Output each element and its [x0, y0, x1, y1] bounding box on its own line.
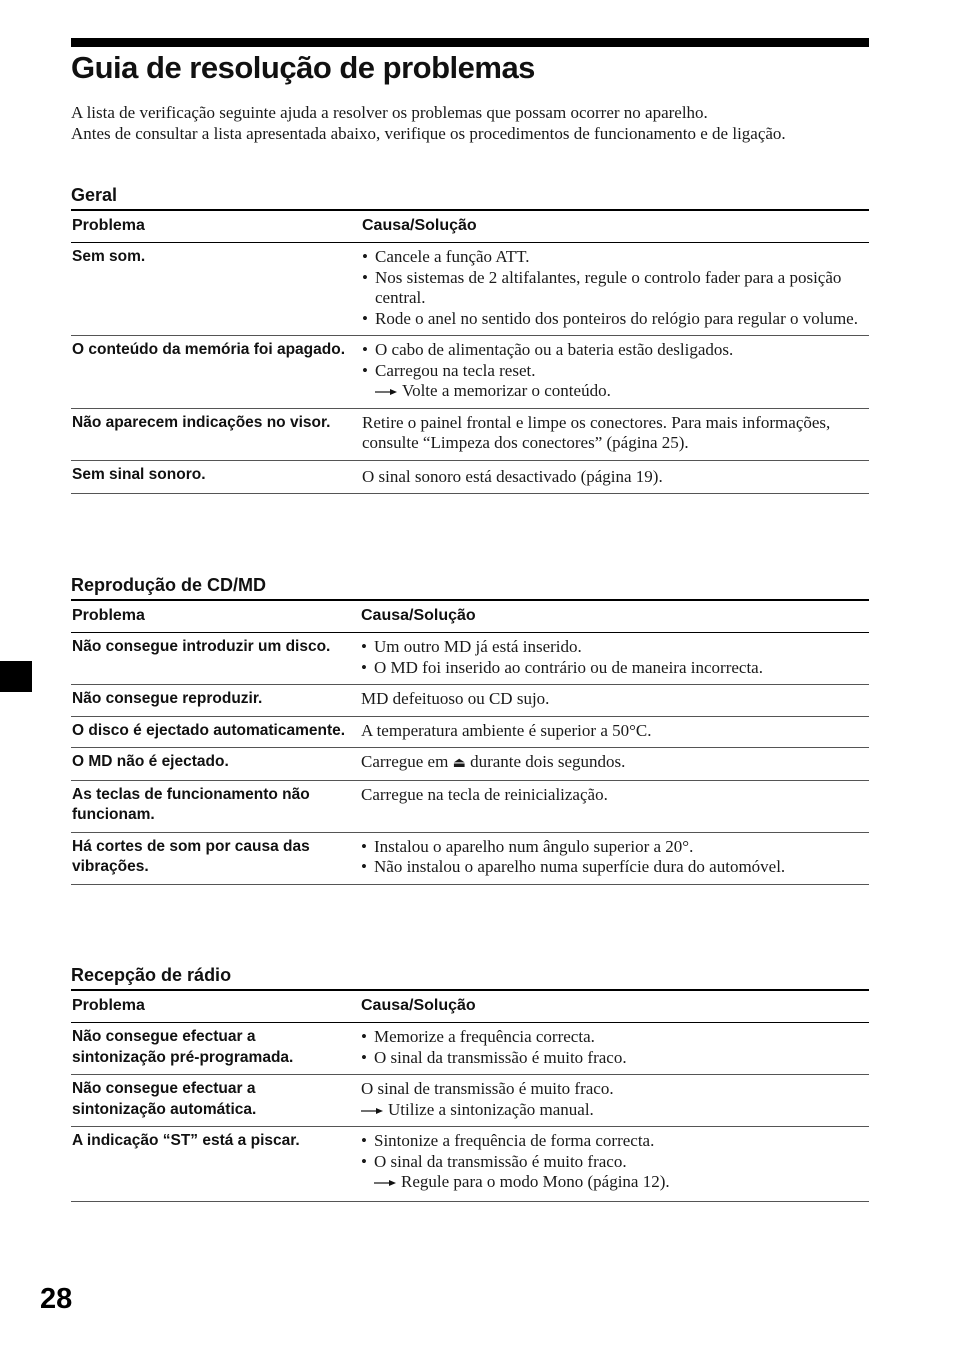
solution-cell: O sinal sonoro está desactivado (página 19). [361, 460, 869, 494]
eject-icon: ⏏ [452, 755, 466, 771]
solution-list [362, 247, 869, 329]
solution-item: • Memorize a frequência correcta. [361, 1027, 869, 1048]
problem-cell: Não aparecem indicações no visor. [71, 408, 361, 460]
solution-arrow-line [361, 1172, 869, 1193]
chapter-tab-marker [0, 661, 32, 692]
column-header-solution: Causa/Solução [360, 600, 869, 633]
table-row [71, 780, 869, 832]
table-row [71, 716, 869, 748]
solution-item: • Um outro MD já está inserido. [361, 637, 869, 658]
solution-list [361, 1027, 869, 1068]
section-title: Geral [71, 185, 118, 205]
problem-cell: O disco é ejectado automaticamente. [71, 716, 360, 748]
solution-item: • O MD foi inserido ao contrário ou de maneira incorrecta. [361, 658, 869, 679]
problem-cell: As teclas de funcionamento não funcionam. [71, 780, 360, 832]
solution-cell [360, 832, 869, 884]
problem-cell: A indicação “ST” está a piscar. [71, 1127, 360, 1202]
table-row [71, 408, 869, 460]
column-header-problem: Problema [71, 600, 360, 633]
intro-paragraph [71, 103, 869, 144]
table-header-row [71, 600, 869, 633]
solution-cell [361, 336, 869, 409]
solution-text-part: Carregue em [361, 752, 449, 771]
problem-cell: Não consegue efectuar a sintonização automática. [71, 1075, 360, 1127]
troubleshooting-table [71, 599, 869, 885]
page-number: 28 [40, 1283, 73, 1315]
solution-arrow-line [362, 381, 869, 402]
section-title: Recepção de rádio [71, 965, 232, 985]
solution-item: • Não instalou o aparelho numa superfície dura do automóvel. [361, 857, 869, 878]
troubleshooting-table [71, 209, 869, 494]
problem-cell: Não consegue efectuar a sintonização pré-programada. [71, 1023, 360, 1075]
table-row [71, 832, 869, 884]
problem-cell: Sem sinal sonoro. [71, 460, 361, 494]
problem-cell: Sem som. [71, 243, 361, 336]
solution-item: • O cabo de alimentação ou a bateria estão desligados. [362, 340, 869, 361]
table-row [71, 685, 869, 717]
solution-text-part: durante dois segundos. [470, 752, 626, 771]
solution-arrow-line [361, 1100, 869, 1121]
solution-list [362, 340, 869, 381]
table-row [71, 748, 869, 781]
solution-arrow-text: Utilize a sintonização manual. [388, 1099, 594, 1119]
table-header-row [71, 990, 869, 1023]
title-rule [71, 38, 869, 47]
solution-text: O sinal de transmissão é muito fraco. [361, 1079, 614, 1098]
table-row [71, 1075, 869, 1127]
problem-cell: O MD não é ejectado. [71, 748, 360, 781]
table-header-row [71, 210, 869, 243]
solution-list [361, 1131, 869, 1172]
solution-item: • Nos sistemas de 2 altifalantes, regule o controlo fader para a posição central. [362, 268, 869, 309]
solution-list [361, 837, 869, 878]
solution-list [361, 637, 869, 678]
problem-cell: O conteúdo da memória foi apagado. [71, 336, 361, 409]
column-header-solution: Causa/Solução [360, 990, 869, 1023]
intro-line-2: Antes de consultar a lista apresentada abaixo, verifique os procedimentos de funcionamento e de ligação. [71, 123, 786, 143]
solution-arrow-text: Volte a memorizar o conteúdo. [402, 381, 611, 400]
column-header-problem: Problema [71, 210, 361, 243]
solution-cell [360, 1075, 869, 1127]
section-cd-md [71, 574, 869, 885]
column-header-solution: Causa/Solução [361, 210, 869, 243]
page-title: Guia de resolução de problemas [71, 50, 535, 85]
solution-item: • O sinal da transmissão é muito fraco. [361, 1152, 869, 1173]
table-row [71, 1023, 869, 1075]
problem-cell: Não consegue introduzir um disco. [71, 633, 360, 685]
solution-cell [360, 748, 869, 781]
solution-item: • Instalou o aparelho num ângulo superior a 20°. [361, 837, 869, 858]
problem-cell: Não consegue reproduzir. [71, 685, 360, 717]
table-row [71, 633, 869, 685]
solution-cell: MD defeituoso ou CD sujo. [360, 685, 869, 717]
table-row [71, 336, 869, 409]
problem-cell: Há cortes de som por causa das vibrações. [71, 832, 360, 884]
solution-cell: Retire o painel frontal e limpe os conectores. Para mais informações, consulte “Limpeza dos conectores” (página 25). [361, 408, 869, 460]
table-row [71, 460, 869, 494]
solution-item: • Rode o anel no sentido dos ponteiros do relógio para regular o volume. [362, 309, 869, 330]
solution-cell [360, 1127, 869, 1202]
solution-item: • Cancele a função ATT. [362, 247, 869, 268]
solution-item: • O sinal da transmissão é muito fraco. [361, 1048, 869, 1069]
section-title: Reprodução de CD/MD [71, 575, 267, 595]
column-header-problem: Problema [71, 990, 360, 1023]
solution-cell [361, 243, 869, 336]
table-row [71, 1127, 869, 1202]
section-radio [71, 964, 869, 1202]
solution-cell: Carregue na tecla de reinicialização. [360, 780, 869, 832]
arrow-right-icon [374, 1172, 396, 1193]
section-geral [71, 184, 869, 494]
solution-item: • Sintonize a frequência de forma correcta. [361, 1131, 869, 1152]
table-row [71, 243, 869, 336]
solution-cell: A temperatura ambiente é superior a 50°C. [360, 716, 869, 748]
solution-cell [360, 633, 869, 685]
troubleshooting-table [71, 989, 869, 1202]
arrow-right-icon [361, 1100, 383, 1121]
arrow-right-icon [375, 381, 397, 402]
solution-arrow-text: Regule para o modo Mono (página 12). [401, 1172, 670, 1191]
solution-cell [360, 1023, 869, 1075]
intro-line-1: A lista de verificação seguinte ajuda a resolver os problemas que possam ocorrer no aparelho. [71, 103, 708, 122]
solution-item: • Carregou na tecla reset. [362, 361, 869, 382]
